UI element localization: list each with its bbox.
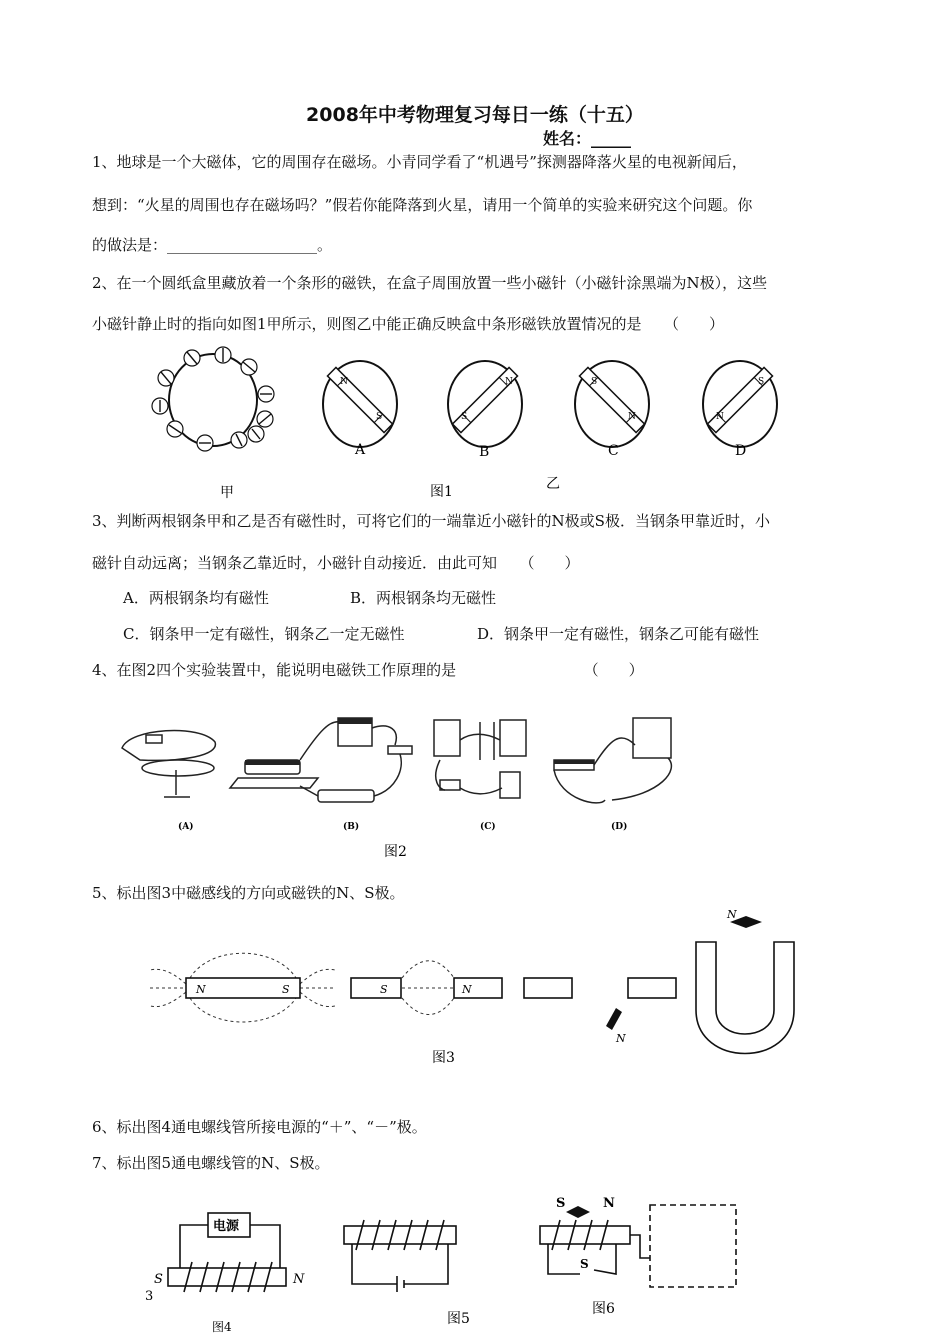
q7-line1: 7、标出图5通电螺线管的N、S极。: [92, 1154, 330, 1172]
fig6-caption: 图6: [592, 1301, 615, 1317]
fig6-switch-s: S: [580, 1257, 589, 1271]
q1-line3: 的做法是：____________________。: [92, 236, 333, 254]
fig2-label-b: (B): [343, 822, 360, 832]
compass-n: N: [727, 908, 737, 921]
fig3-caption: 图3: [432, 1050, 455, 1066]
q3-option-c: C．钢条甲一定有磁性，钢条乙一定无磁性: [123, 625, 405, 643]
fig2-label-a: (A): [178, 822, 194, 832]
choice-d: D: [735, 443, 747, 459]
fig6-compass-s: S: [556, 1196, 566, 1211]
q2-line1: 2、在一个圆纸盒里藏放着一个条形的磁铁，在盒子周围放置一些小磁针（小磁针涂黑端为N极），这些: [92, 274, 768, 292]
fig1-yi: 乙: [546, 476, 560, 492]
pole-label: N: [505, 377, 513, 387]
pole-s: S: [380, 983, 388, 996]
pole-label: N: [716, 412, 724, 422]
q3-line1: 3、判断两根钢条甲和乙是否有磁性时，可将它们的一端靠近小磁针的N极或S极．当钢条甲靠近时，小: [92, 512, 770, 530]
compass-n: N: [616, 1032, 626, 1045]
q3-option-b: B．两根钢条均无磁性: [350, 589, 497, 607]
name-field: 姓名：_____: [543, 129, 632, 148]
fig2-label-c: (C): [480, 822, 496, 832]
page-title: 2008年中考物理复习每日一练（十五）: [306, 104, 644, 126]
fig4-pole-n: N: [293, 1272, 305, 1287]
choice-a: A: [355, 442, 366, 458]
power-label: 电源: [213, 1219, 240, 1234]
pole-label: S: [461, 412, 468, 422]
fig1-jia: 甲: [220, 485, 234, 501]
q5-line1: 5、标出图3中磁感线的方向或磁铁的N、S极。: [92, 884, 405, 902]
pole-label: S: [591, 377, 598, 387]
q1-line2: 想到：“火星的周围也存在磁场吗？”假若你能降落到火星，请用一个简单的实验来研究这个问题。你: [92, 196, 753, 214]
pole-label: N: [340, 377, 348, 387]
fig2-label-d: (D): [611, 822, 628, 832]
fig4-mark: 3: [145, 1289, 154, 1304]
fig4-caption: 图4: [212, 1320, 232, 1334]
pole-n: N: [196, 983, 206, 996]
pole-label: S: [758, 377, 765, 387]
q3-option-a: A．两根钢条均有磁性: [123, 589, 269, 607]
pole-label: N: [628, 412, 636, 422]
pole-n: N: [462, 983, 472, 996]
choice-b: B: [479, 444, 490, 460]
q1-line1: 1、地球是一个大磁体，它的周围存在磁场。小青同学看了“机遇号”探测器降落火星的电视新闻后，: [92, 153, 747, 171]
q3-line2: 磁针自动远离；当钢条乙靠近时，小磁针自动接近．由此可知 （ ）: [92, 554, 580, 572]
q2-line2: 小磁针静止时的指向如图1甲所示，则图乙中能正确反映盒中条形磁铁放置情况的是 （ ）: [92, 315, 725, 333]
q4-line1: 4、在图2四个实验装置中，能说明电磁铁工作原理的是 （ ）: [92, 661, 644, 679]
fig6-compass-n: N: [603, 1196, 615, 1211]
pole-label: S: [376, 412, 383, 422]
choice-c: C: [608, 443, 619, 459]
fig4-pole-s: S: [154, 1272, 163, 1287]
q3-option-d: D．钢条甲一定有磁性，钢条乙可能有磁性: [477, 625, 760, 643]
fig1-caption: 图1: [430, 484, 453, 500]
q6-line1: 6、标出图4通电螺线管所接电源的“＋”、“－”极。: [92, 1118, 427, 1136]
fig2-caption: 图2: [384, 844, 407, 860]
pole-s: S: [282, 983, 290, 996]
fig5-caption: 图5: [447, 1311, 470, 1327]
